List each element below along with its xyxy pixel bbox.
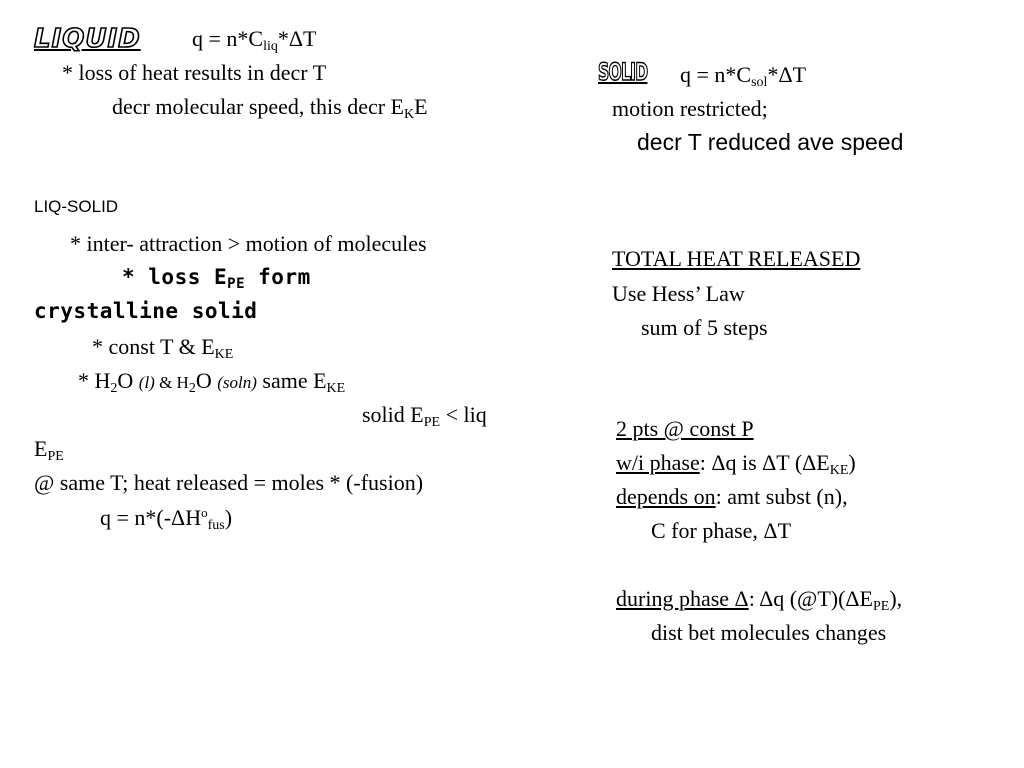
l5-sub2: 2 [188, 381, 196, 396]
liquid-equation [192, 28, 316, 54]
liquid-line-2-sub: K [403, 107, 415, 122]
solid-heading: SOLID [598, 58, 648, 86]
points-line-5 [616, 588, 902, 614]
l9-a: q = n*(-ΔH [100, 505, 202, 530]
liq-solid-heading: LIQ-SOLID [34, 197, 119, 216]
points-line-6: dist bet molecules changes [651, 620, 887, 645]
liquid-line-1: * loss of heat results in decr T [62, 60, 327, 85]
p3-a: : amt subst (n), [715, 484, 848, 509]
l9-sup: o [201, 505, 208, 520]
l5-b: O [117, 368, 139, 393]
p5-u: during phase Δ [616, 586, 749, 611]
liq-solid-line-2-a: * loss E [122, 265, 228, 289]
liquid-line-2-b: E [414, 94, 428, 119]
liquid-eq-a: q = n*C [192, 26, 264, 51]
solid-line-1: motion restricted; [612, 96, 768, 121]
p2-u: w/i phase [616, 450, 700, 475]
liq-solid-line-4-a: * const T & E [92, 334, 215, 359]
p2-b: ) [848, 450, 856, 475]
p3-u: depends on [616, 484, 716, 509]
p2-a: : Δq is ΔT (ΔE [699, 450, 830, 475]
l5-i1: (l) [138, 373, 155, 392]
l6-b: < liq [440, 402, 487, 427]
l5-e: same E [256, 368, 327, 393]
liq-solid-line-2-sub: PE [227, 276, 246, 292]
solid-line-2: decr T reduced ave speed [637, 129, 904, 155]
liq-solid-line-7 [34, 438, 64, 464]
liquid-eq-sub: liq [263, 39, 278, 54]
total-line-2: sum of 5 steps [641, 315, 768, 340]
points-line-2 [616, 452, 856, 478]
p5-sub: PE [873, 599, 890, 614]
points-line-1: 2 pts @ const P [616, 416, 754, 441]
l6-a: solid E [362, 402, 424, 427]
solid-eq-a: q = n*C [680, 62, 752, 87]
liq-solid-line-4 [92, 336, 233, 362]
points-line-4: C for phase, ΔT [651, 518, 792, 543]
l7-a: E [34, 436, 48, 461]
l5-sub3: KE [326, 381, 346, 396]
points-line-3 [616, 486, 848, 508]
p5-a: : Δq (@T)(ΔE [748, 586, 873, 611]
l7-sub: PE [47, 449, 64, 464]
p2-sub: KE [829, 463, 849, 478]
l5-d: O [195, 368, 218, 393]
liq-solid-line-6 [362, 404, 487, 430]
liquid-eq-b: *ΔT [277, 26, 317, 51]
liquid-heading: LIQUID [34, 24, 141, 54]
liq-solid-line-8: @ same T; heat released = moles * (-fusion) [34, 470, 424, 495]
l5-c: & H [154, 373, 189, 392]
solid-eq-b: *ΔT [767, 62, 807, 87]
liq-solid-line-5 [78, 370, 345, 396]
l5-i2: (soln) [217, 373, 257, 392]
liq-solid-line-2-b: form [245, 265, 311, 289]
l5-a: * H [78, 368, 111, 393]
l9-b: ) [224, 505, 233, 530]
liq-solid-line-1: * inter- attraction > motion of molecules [70, 231, 427, 256]
solid-eq-sub: sol [751, 75, 768, 90]
p5-b: ), [889, 586, 903, 611]
l6-sub: PE [423, 415, 441, 430]
l5-sub1: 2 [110, 381, 118, 396]
l9-sub: fus [207, 518, 225, 533]
liq-solid-line-3: crystalline solid [34, 299, 258, 323]
total-heading: TOTAL HEAT RELEASED [612, 246, 861, 271]
liquid-line-2 [112, 96, 428, 122]
total-line-1: Use Hess’ Law [612, 281, 745, 306]
liq-solid-line-2 [122, 267, 311, 291]
liq-solid-line-4-sub: KE [214, 347, 234, 362]
solid-equation [680, 64, 806, 90]
liquid-line-2-a: decr molecular speed, this decr E [112, 94, 404, 119]
liq-solid-line-9 [100, 506, 232, 533]
